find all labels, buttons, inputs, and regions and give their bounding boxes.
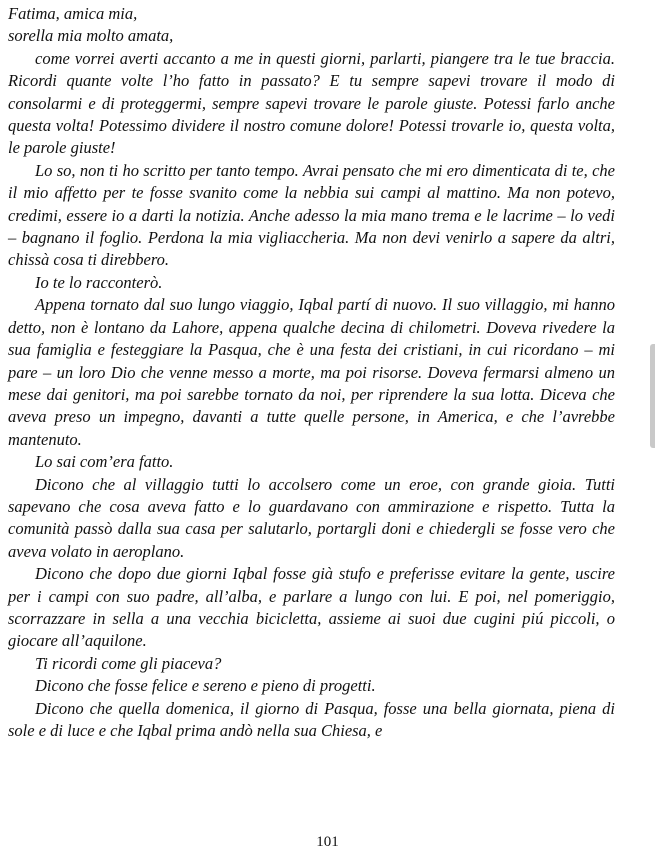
paragraph: Lo so, non ti ho scritto per tanto tempo. Avrai pensato che mi ero dimenticata di te, che il mio affetto per te fosse svanito come la nebbia sui campi al mattino. Ma non potevo, credimi, essere io a darti la notizia. Anche adesso la mia mano trema e le lacrime – lo vedi – bagnano il foglio. Perdona la mia vigliaccheria. Ma non devi venirlo a sapere da altri, chissà cosa ti direbbero. bbox=[8, 160, 615, 270]
paragraph: sorella mia molto amata, bbox=[8, 26, 174, 46]
paragraph: Dicono che quella domenica, il giorno di Pasqua, fosse una bella giornata, piena di sole e di luce e che Iqbal prima andò nella sua Chiesa, e bbox=[8, 698, 615, 740]
paragraph: Appena tornato dal suo lungo viaggio, Iqbal partí di nuovo. Il suo villaggio, mi hanno detto, non è lontano da Lahore, appena qualche decina di chilometri. Doveva rivedere la sua famiglia e festeggiare la Pasqua, che è una festa dei cristiani, in cui ricordano – mi pare – un loro Dio che venne messo a morte, ma poi risorse. Doveva fermarsi almeno un mese dai genitori, ma poi sarebbe tornato da noi, per riprendere la sua lotta. Diceva che aveva preso un impegno, davanti a tutte quelle persone, in America, e che l’avrebbe mantenuto. bbox=[8, 295, 615, 449]
page-text bbox=[8, 3, 615, 742]
paragraph: come vorrei averti accanto a me in questi giorni, parlarti, piangere tra le tue braccia. Ricordi quante volte l’ho fatto in passato? E tu sempre sapevi trovare il modo di consolarmi e di proteggermi, sempre sapevi trovare le parole giuste. Potessi farlo anche questa volta! Potessimo dividere il nostro comune dolore! Potessi trovarle io, questa volta, le parole giuste! bbox=[8, 48, 615, 158]
paragraph: Ti ricordi come gli piaceva? bbox=[35, 653, 222, 673]
paragraph: Dicono che fosse felice e sereno e pieno di progetti. bbox=[35, 676, 376, 696]
page-number: 101 bbox=[316, 834, 339, 850]
paragraph: Dicono che dopo due giorni Iqbal fosse già stufo e preferisse evitare la gente, uscire per i campi con suo padre, all’alba, e parlare a lungo con lui. E poi, nel pomeriggio, scorrazzare in sella a una vecchia bicicletta, assieme ai suoi due cugini piú piccoli, o giocare all’aquilone. bbox=[8, 564, 615, 651]
paragraph: Lo sai com’era fatto. bbox=[35, 452, 174, 472]
scrollbar-handle[interactable] bbox=[650, 344, 655, 448]
paragraph: Fatima, amica mia, bbox=[8, 4, 138, 23]
paragraph: Io te lo racconterò. bbox=[35, 272, 163, 292]
paragraph: Dicono che al villaggio tutti lo accolsero come un eroe, con grande gioia. Tutti sapevano che cosa aveva fatto e lo guardavano con ammirazione e rispetto. Tutta la comunità passò dalla sua casa per salutarlo, portargli doni e chiedergli se fosse vero che aveva volato in aeroplano. bbox=[8, 474, 615, 561]
